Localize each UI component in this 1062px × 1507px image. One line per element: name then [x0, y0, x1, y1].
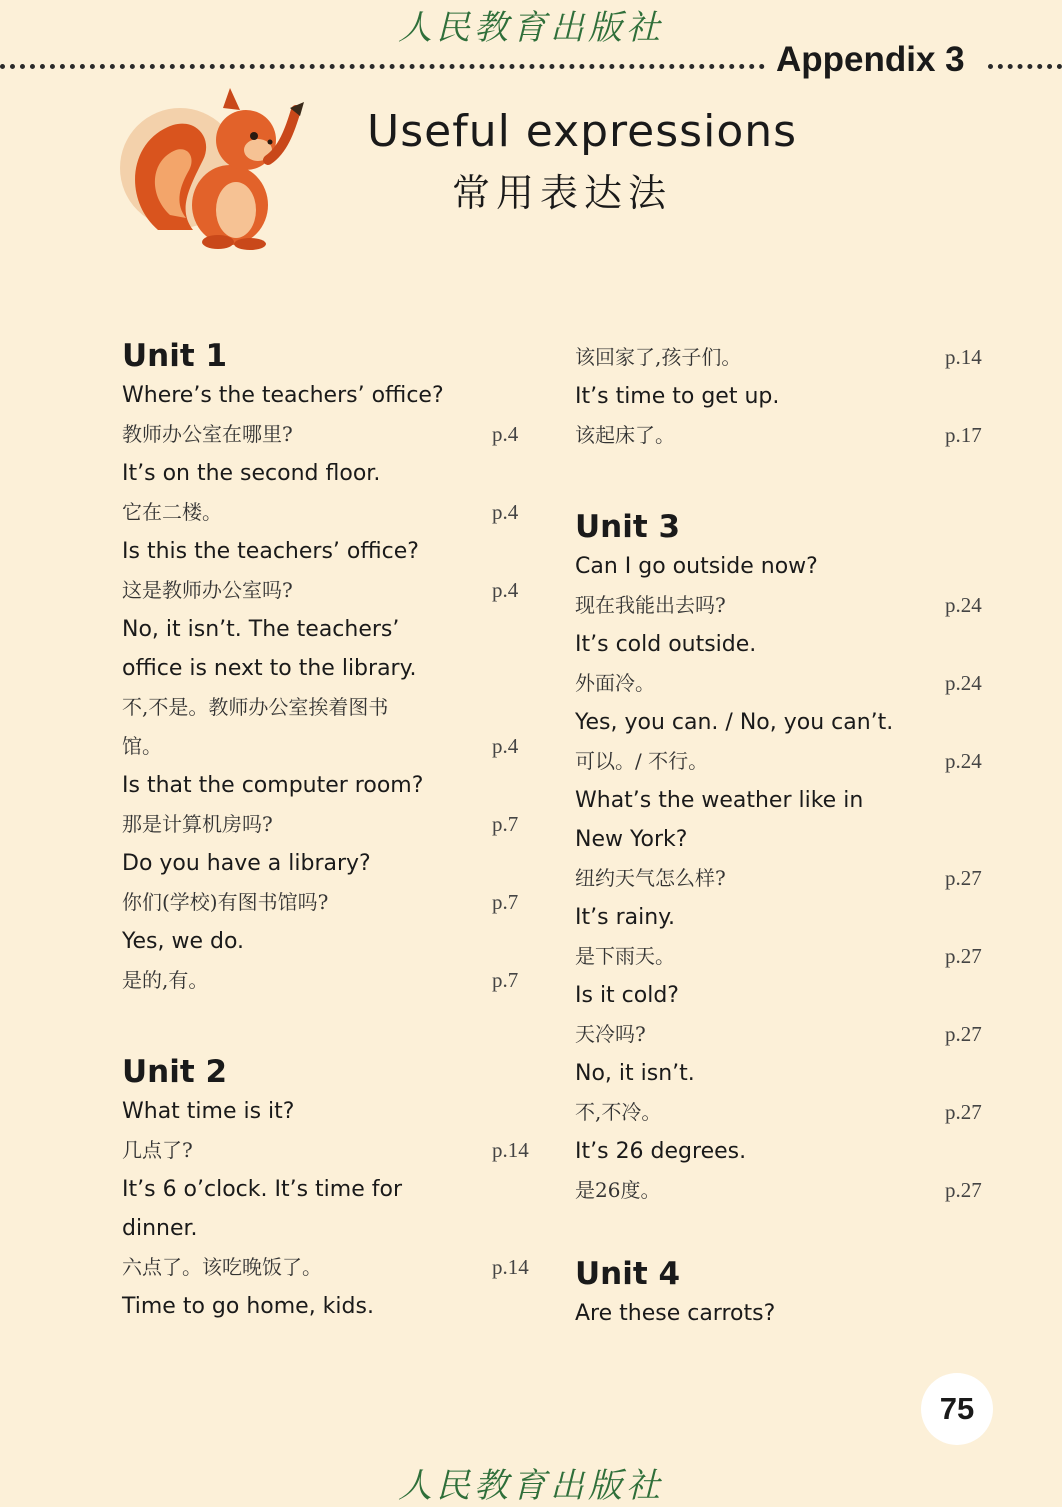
translation-row: [575, 664, 995, 703]
expression-en: Yes, you can. / No, you can’t.: [575, 710, 894, 735]
page-ref: p.4: [492, 422, 519, 446]
expression-en: No, it isn’t. The teachers’: [122, 617, 400, 642]
page-ref: p.7: [492, 890, 519, 914]
translation-row: [575, 416, 995, 455]
translation-row: [122, 571, 542, 610]
left-column: [122, 338, 542, 1326]
unit-heading: Unit 3: [575, 509, 681, 545]
expression-en: Is this the teachers’ office?: [122, 539, 419, 564]
expression-zh: 你们(学校)有图书馆吗?: [122, 890, 329, 914]
expression-en: Do you have a library?: [122, 851, 371, 876]
page-ref: p.4: [492, 734, 519, 758]
page-title-english: Useful expressions: [367, 106, 798, 157]
page-number: 75: [921, 1373, 993, 1445]
expression-zh: 可以。/ 不行。: [575, 749, 709, 773]
unit-heading: Unit 1: [122, 338, 228, 374]
page-ref: p.27: [945, 1022, 982, 1046]
expression-en: Are these carrots?: [575, 1301, 776, 1326]
expression-zh: 是的,有。: [122, 968, 209, 992]
expression-zh: 天冷吗?: [575, 1022, 646, 1046]
translation-row: [122, 1248, 542, 1287]
page-ref: p.4: [492, 578, 519, 602]
translation-row: [122, 415, 542, 454]
page-ref: p.27: [945, 1100, 982, 1124]
expression-en-continued: office is next to the library.: [122, 656, 417, 681]
translation-row: [575, 586, 995, 625]
page-ref: p.14: [945, 345, 982, 369]
page-ref: p.7: [492, 968, 519, 992]
expression-en-continued: New York?: [575, 827, 688, 852]
page-ref: p.7: [492, 812, 519, 836]
expression-en: It’s time to get up.: [575, 384, 780, 409]
translation-row: [122, 961, 542, 1000]
translation-row: [575, 742, 995, 781]
expression-en-continued: dinner.: [122, 1216, 198, 1241]
page-ref: p.27: [945, 866, 982, 890]
translation-row: [575, 1015, 995, 1054]
expression-en: Time to go home, kids.: [122, 1294, 374, 1319]
expression-zh: 不,不冷。: [575, 1100, 662, 1124]
expression-zh: 该回家了,孩子们。: [575, 345, 742, 369]
squirrel-illustration: [118, 80, 318, 250]
expression-en: Is that the computer room?: [122, 773, 424, 798]
expression-zh: 几点了?: [122, 1138, 193, 1162]
expression-zh: 它在二楼。: [122, 500, 222, 524]
appendix-label: Appendix 3: [776, 40, 965, 79]
publisher-logo-top: 人民教育出版社: [398, 8, 664, 48]
expression-zh: 六点了。该吃晚饭了。: [122, 1255, 322, 1279]
translation-row: [575, 338, 995, 377]
page-ref: p.17: [945, 423, 982, 447]
expression-en: It’s 26 degrees.: [575, 1139, 747, 1164]
expression-zh: 不,不是。教师办公室挨着图书: [122, 695, 389, 719]
unit-heading: Unit 4: [575, 1256, 681, 1292]
expression-en: Is it cold?: [575, 983, 679, 1008]
page-ref: p.27: [945, 944, 982, 968]
translation-row: [122, 493, 542, 532]
expression-en: What’s the weather like in: [575, 788, 864, 813]
expression-en: It’s cold outside.: [575, 632, 757, 657]
expression-en: Yes, we do.: [122, 929, 245, 954]
expression-zh: 教师办公室在哪里?: [122, 422, 293, 446]
expression-zh: 这是教师办公室吗?: [122, 578, 293, 602]
translation-row: [575, 859, 995, 898]
translation-row: [122, 727, 542, 766]
unit-heading: Unit 2: [122, 1054, 228, 1090]
page-ref: p.4: [492, 500, 519, 524]
expression-zh: 是26度。: [575, 1178, 661, 1202]
dotted-rule-right: [988, 64, 1062, 69]
translation-row: [575, 1171, 995, 1210]
expression-en: What time is it?: [122, 1099, 295, 1124]
translation-row: [575, 937, 995, 976]
right-column: [575, 338, 995, 1333]
expression-zh: 现在我能出去吗?: [575, 593, 726, 617]
expression-en: It’s rainy.: [575, 905, 676, 930]
page-ref: p.24: [945, 671, 982, 695]
dotted-rule-left: [0, 64, 765, 69]
page-ref: p.14: [492, 1255, 529, 1279]
translation-row: [122, 688, 542, 727]
page-ref: p.27: [945, 1178, 982, 1202]
page-ref: p.24: [945, 749, 982, 773]
expression-en: No, it isn’t.: [575, 1061, 695, 1086]
publisher-logo-bottom: 人民教育出版社: [398, 1466, 664, 1506]
page-ref: p.14: [492, 1138, 529, 1162]
expression-zh: 那是计算机房吗?: [122, 812, 273, 836]
expression-zh: 外面冷。: [575, 671, 655, 695]
expression-en: Can I go outside now?: [575, 554, 818, 579]
translation-row: [122, 805, 542, 844]
expression-en: Where’s the teachers’ office?: [122, 383, 444, 408]
page-ref: p.24: [945, 593, 982, 617]
expression-zh: 是下雨天。: [575, 944, 675, 968]
translation-row: [122, 883, 542, 922]
translation-row: [122, 1131, 542, 1170]
page-title-chinese: 常用表达法: [452, 171, 673, 215]
expression-zh-continued: 馆。: [122, 734, 162, 758]
expression-zh: 该起床了。: [575, 423, 675, 447]
expression-en: It’s on the second floor.: [122, 461, 381, 486]
expression-zh: 纽约天气怎么样?: [575, 866, 726, 890]
expression-en: It’s 6 o’clock. It’s time for: [122, 1177, 403, 1202]
translation-row: [575, 1093, 995, 1132]
